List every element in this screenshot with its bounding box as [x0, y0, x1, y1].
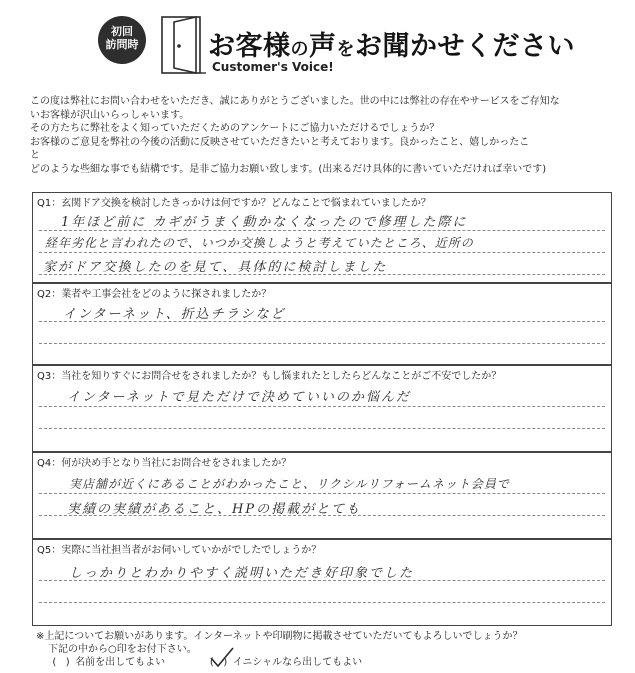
answer-rule: [39, 602, 605, 603]
header: [0, 0, 635, 90]
intro-line: と: [30, 150, 40, 161]
intro-line: いお客様が沢山いらっしゃいます。: [30, 109, 190, 121]
question-label: Q3：当社を知りすぐにお問合せをされましたか？もし悩まれたとしたらどんなことがご不安でしたか？: [37, 371, 502, 382]
intro-line: どのような些細な事でも結構です。是非ご協力お願い致します。(出来るだけ具体的に書いていただければ幸いです): [30, 163, 547, 175]
option-initial-checkbox[interactable]: ( ): [209, 657, 228, 668]
question-box-q2: [32, 283, 612, 365]
handwritten-answer: 1年ほど前に カギがうまく動かなくなったので修理した際に: [61, 215, 468, 230]
question-label: Q1：玄関ドア交換を検討したきっかけは何ですか？どんなことで悩まれていましたか？: [37, 198, 431, 209]
checkmark-icon: [205, 646, 239, 670]
handwritten-answer: インターネットで見ただけで決めていいのか悩んだ: [67, 390, 411, 405]
answer-rule: [39, 252, 605, 253]
page-title: お客様の声をお聞かせください: [208, 31, 575, 62]
handwritten-answer: 実店舗が近くにあることがわかったこと、リクシルリフォームネット会員で: [69, 477, 510, 491]
intro-line: この度は弊社にお問い合わせをいただき、誠にありがとうございました。世の中には弊社の存在やサービスをご存知な: [30, 96, 560, 107]
handwritten-answer: 家がドア交換したのを見て、具体的に検討しました: [43, 260, 388, 275]
intro-text: [30, 95, 615, 176]
question-label: Q5：実際に当社担当者がお伺いしていかがでしたでしょうか？: [37, 545, 322, 556]
option-initial-label: イニシャルなら出してもよい: [232, 657, 363, 668]
answer-rule: [39, 343, 605, 344]
handwritten-answer: 実績の実績があること、HPの掲載がとても: [67, 502, 362, 517]
option-name-checkbox[interactable]: ( ): [52, 657, 70, 668]
badge-line-1: 初回: [111, 25, 133, 38]
answer-rule: [39, 230, 605, 231]
question-label: Q2：業者や工事会社をどのように探されましたか？: [37, 289, 272, 300]
question-box-q4: [32, 452, 612, 539]
intro-line: お客様のご意見を弊社の今後の活動に反映させていただきたいと考えております。良かったこと、嬉しかったこ: [30, 136, 530, 148]
door-icon: [158, 14, 208, 76]
handwritten-answer: インターネット、折込チラシなど: [63, 307, 286, 322]
consent-footer: [36, 630, 522, 669]
question-box-q5: [32, 539, 612, 626]
answer-rule: [39, 493, 605, 494]
consent-instruction: 下記の中から○印をお付下さい。: [48, 644, 197, 655]
handwritten-answer: 経年劣化と言われたので、いつか交換しようと考えていたところ、近所の: [45, 236, 474, 250]
question-box-q1: [32, 192, 612, 283]
first-visit-badge: [98, 16, 146, 64]
consent-question: ※上記についてお願いがあります。インターネットや印刷物に掲載させていただいてもよろしいでしょうか？: [36, 631, 523, 642]
option-name-label: 名前を出してもよい: [75, 657, 166, 668]
badge-line-2: 訪問時: [105, 38, 139, 51]
handwritten-answer: しっかりとわかりやすく説明いただき好印象でした: [69, 566, 415, 581]
question-box-q3: [32, 365, 612, 452]
question-label: Q4：何が決め手となり当社にお問合せをされましたか？: [37, 458, 292, 469]
answer-rule: [39, 406, 605, 407]
page-subtitle: Customer's Voice!: [212, 60, 334, 74]
answer-rule: [39, 428, 605, 429]
intro-line: その方たちに弊社をよく知っていただくためのアンケートにご協力いただけるでしょうか？: [30, 123, 440, 134]
